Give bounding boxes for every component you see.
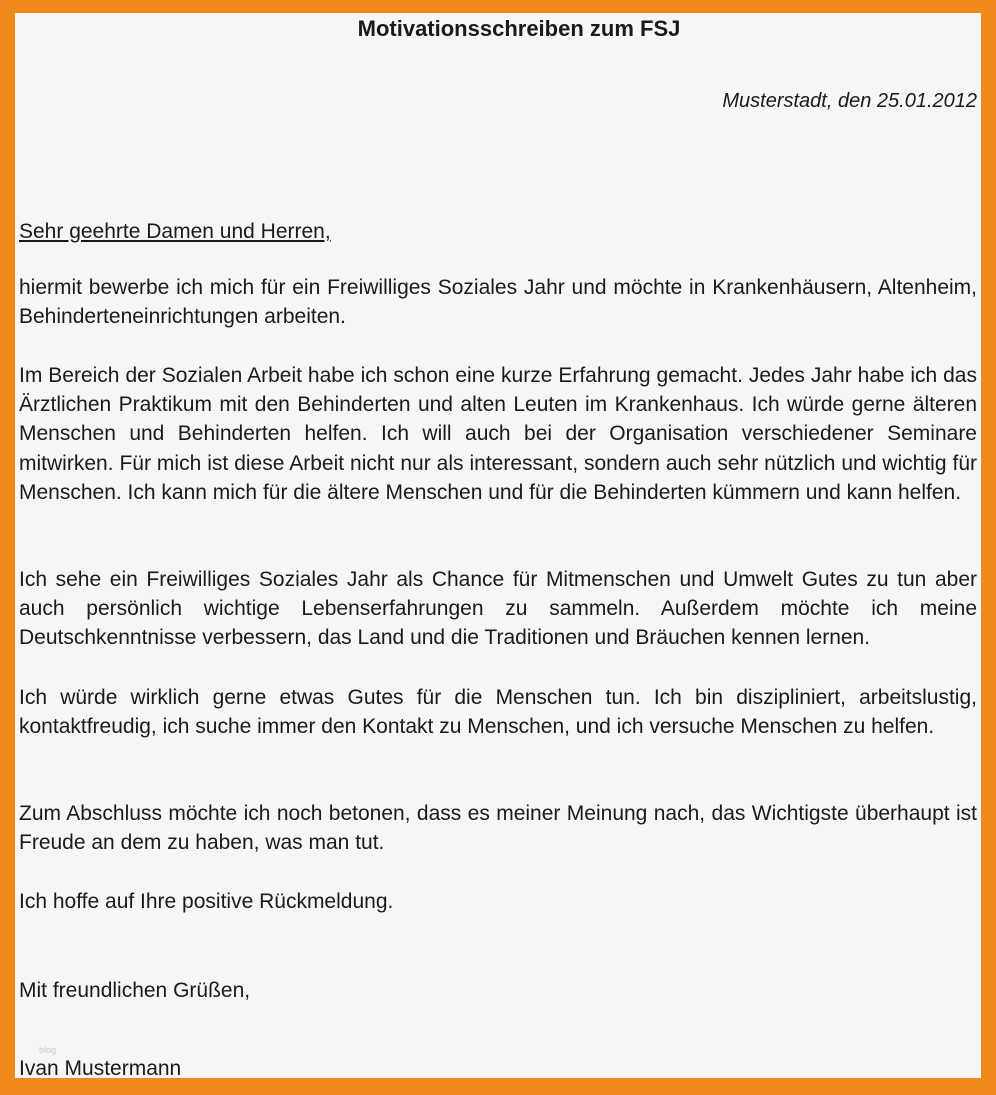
- signature-name: Ivan Mustermann: [19, 1057, 182, 1078]
- date-line: Musterstadt, den 25.01.2012: [722, 90, 977, 112]
- paragraph-intro: hiermit bewerbe ich mich für ein Freiwilliges Soziales Jahr und möchte in Krankenhäusern, Altenheim, Behinderteneinrichtungen arbeiten.: [19, 276, 977, 329]
- paragraph-opportunity: Ich sehe ein Freiwilliges Soziales Jahr als Chance für Mitmenschen und Umwelt Gutes zu tun aber auch persönlich wichtige Lebenserfahrungen zu sammeln. Außerdem möchte ich meine Deutschkenntnisse verbessern, das Land und die Traditionen und Bräuchen kennen lernen.: [19, 568, 977, 650]
- closing-line: Mit freundlichen Grüßen,: [19, 979, 251, 1002]
- paragraph-hope: Ich hoffe auf Ihre positive Rückmeldung.: [19, 890, 394, 913]
- letter-page: [15, 13, 981, 1078]
- paragraph-qualities: Ich würde wirklich gerne etwas Gutes für die Menschen tun. Ich bin diszipliniert, arbeitslustig, kontaktfreudig, ich suche immer den Kontakt zu Menschen, und ich versuche Menschen zu helfen.: [19, 686, 977, 739]
- paragraph-experience: Im Bereich der Sozialen Arbeit habe ich schon eine kurze Erfahrung gemacht. Jedes Jahr habe ich das Ärztlichen Praktikum mit den Behinderten und alten Leuten im Krankenhaus. Ich würde gerne älteren Menschen und Behinderten helfen. Ich will auch bei der Organisation verschiedener Seminare mitwirken. Für mich ist diese Arbeit nicht nur als interessant, sondern auch sehr nützlich und wichtig für Menschen. Ich kann mich für die ältere Menschen und für die Behinderten kümmern und kann helfen.: [19, 364, 977, 504]
- salutation: Sehr geehrte Damen und Herren,: [19, 220, 331, 243]
- paragraph-conclusion: Zum Abschluss möchte ich noch betonen, dass es meiner Meinung nach, das Wichtigste überhaupt ist Freude an dem zu haben, was man tut.: [19, 802, 977, 855]
- watermark: blog: [39, 1045, 57, 1055]
- letter-title: Motivationsschreiben zum FSJ: [357, 16, 681, 41]
